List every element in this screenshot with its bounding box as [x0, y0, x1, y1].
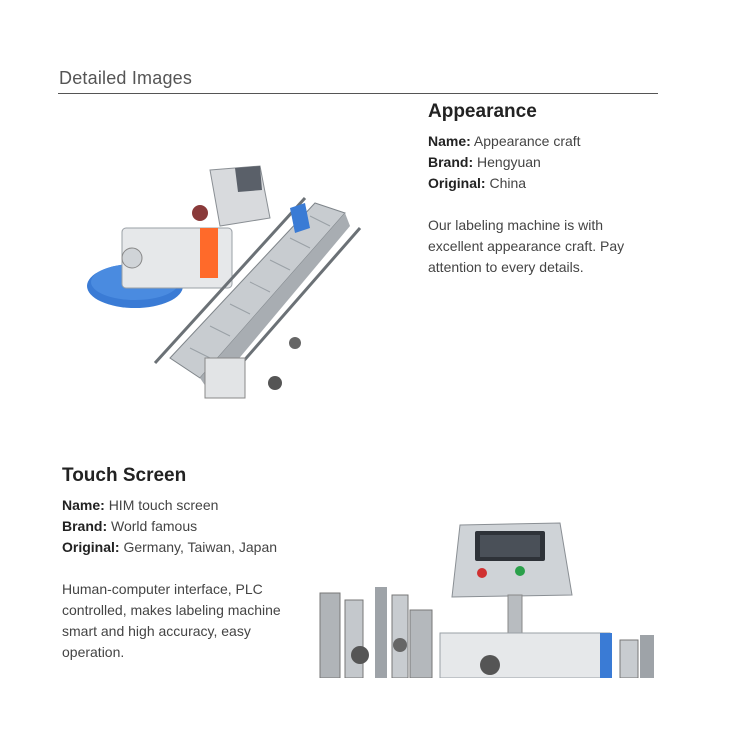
touch-screen-name-row	[62, 495, 297, 516]
appearance-name-row	[428, 131, 658, 152]
appearance-brand-row	[428, 152, 658, 173]
brand-value: Hengyuan	[477, 154, 541, 170]
appearance-description: Our labeling machine is with excellent appearance craft. Pay attention to every details.	[428, 217, 625, 275]
touch-screen-brand-row	[62, 516, 297, 537]
touch-screen-image	[300, 505, 658, 678]
brand-value: World famous	[111, 518, 198, 534]
brand-label: Brand:	[428, 154, 474, 170]
touch-screen-description: Human-computer interface, PLC controlled, makes labeling machine smart and high accuracy, easy operation.	[62, 581, 281, 660]
touch-screen-block	[62, 465, 297, 663]
name-label: Name:	[428, 133, 471, 149]
touch-screen-heading: Touch Screen	[62, 465, 187, 486]
origin-value: China	[489, 175, 527, 191]
origin-value: Germany, Taiwan, Japan	[123, 539, 278, 555]
appearance-origin-row	[428, 173, 658, 194]
labeling-machine-image	[60, 108, 420, 460]
origin-label: Original:	[428, 175, 486, 191]
section-title: Detailed Images	[59, 68, 193, 88]
name-label: Name:	[62, 497, 105, 513]
name-value: HIM touch screen	[108, 497, 219, 513]
touch-screen-origin-row	[62, 537, 297, 558]
origin-label: Original:	[62, 539, 120, 555]
section-divider	[58, 93, 658, 94]
brand-label: Brand:	[62, 518, 108, 534]
appearance-block	[428, 101, 658, 278]
name-value: Appearance craft	[473, 133, 581, 149]
appearance-heading: Appearance	[428, 101, 537, 122]
